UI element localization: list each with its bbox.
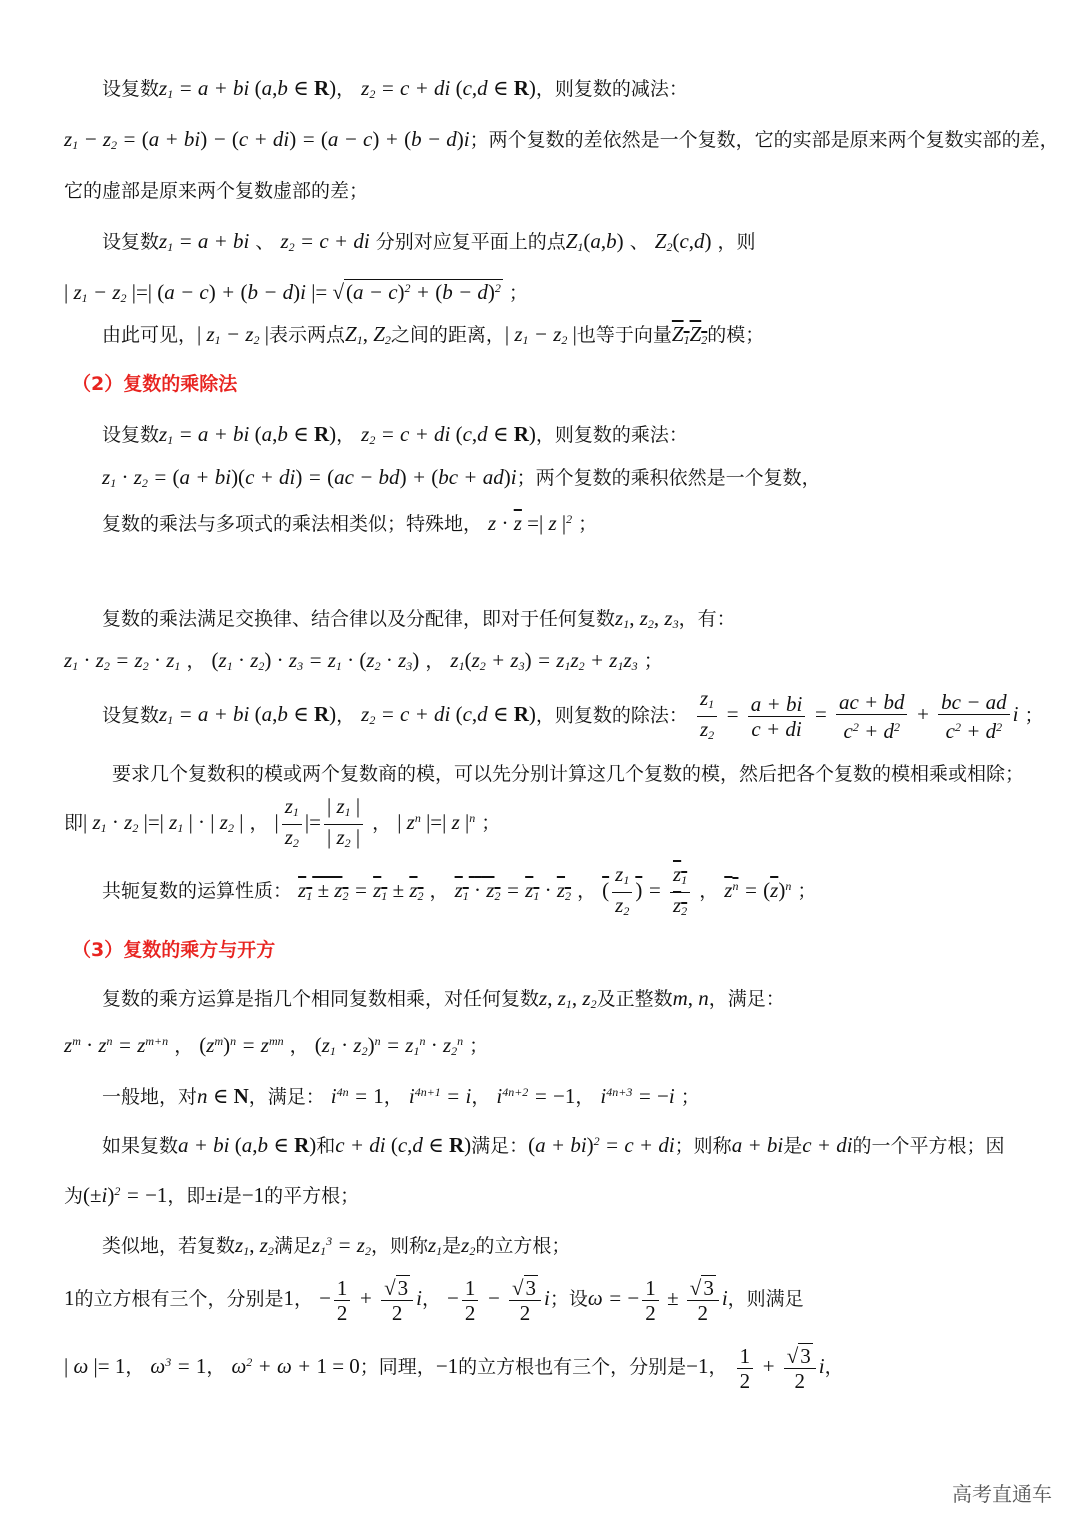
line-6: 由此可见，| $z_1 - z_2$ |表示两点$Z_1$, $Z_2$之间的距离，| $z_1 - z_2$ |也等于向量$Z_1Z_2$的模； xyxy=(102,322,765,347)
line-16: 复数的乘方运算是指几个相同复数相乘，对任何复数z, $z_1$, $z_2$及正整数m, n，满足： xyxy=(102,986,785,1011)
line-13: 要求几个复数积的模或两个复数商的模，可以先分别计算这几个复数的模，然后把各个复数的模相乘或相除； xyxy=(112,763,1025,785)
line-5: | $z_1 - z_2$ |=| (a − c) + (b − d)i |= $√(a - c)^2 + (b - d)^2$ ； xyxy=(64,280,528,305)
section-heading-3: （3）复数的乘方与开方 xyxy=(72,939,276,961)
line-12: 设复数$z_1 = a$ + bi (a,b ∈ R)， $z_2 = c$ + di (c,d ∈ R)，则复数的除法： $\frac{z_1}{z_2}$ = $\frac{a + bi}{c + di}$ = $\frac{ac + bd}{c^2 + d^2}$ + $\frac{bc - ad}{c^2 + d^2}$ i ； xyxy=(102,686,1044,743)
line-3: 它的虚部是原来两个复数虚部的差； xyxy=(64,180,369,202)
line-11: $z_1 \cdot z_2 = z_2 \cdot z_1$ ， $(z_1 \cdot z_2) \cdot z_3 = z_1 \cdot (z_2 \cdot z_3)$ ， $z_1(z_2 + z_3) = z_1z_2 + z_1z_3$ ； xyxy=(64,648,663,673)
line-8: $z_1 \cdot z_2 = (a + bi)(c + di) = (ac - bd) + (bc + ad)i$；两个复数的乘积依然是一个复数， xyxy=(102,465,821,490)
line-21: 类似地，若复数$z_1$, $z_2$满足$z_1^3 = z_2$，则称$z_1$是$z_2$的立方根； xyxy=(102,1233,571,1258)
line-14: 即| $z_1 \cdot z_2$ |=| $z_1$ | · | $z_2$ | ， | $\frac{z_1}{z_2}$ |= $\frac{| z_1 |}{| z_2 |}$ ， | $z^n$ |=| z $|^n$ ； xyxy=(64,793,501,850)
line-23: | ω |= 1， $\omega^3 = 1$， $\omega^2 + \omega + 1 = 0$；同理，−1的立方根也有三个，分别是−1， $\frac{1}{2}$ + $\frac{√3}{2}$ i， xyxy=(64,1343,844,1393)
line-19: 如果复数a + bi (a,b ∈ R)和c + di (c,d ∈ R)满足：(a + bi)$^2$ = c + di；则称a + bi是c + di的一个平方根；因 xyxy=(102,1133,1005,1157)
line-15: 共轭复数的运算性质： $z_1 \pm z_2 = z_1 \pm z_2$ ， $z_1 \cdot z_2 = z_1 \cdot z_2$ ， ( $\frac{z_1}{z_2}$ ) = $\frac{z_1}{z_2}$ ， $z^n = (\overline{z})^n$ ； xyxy=(102,861,817,918)
line-17: $z^m \cdot z^n = z^{m+n}$ ， $(z^m)^n = z^{mn}$ ， $(z_1 \cdot z_2)^n = z_1^n \cdot z_2^n$ ； xyxy=(64,1033,489,1058)
section-heading-2: （2）复数的乘除法 xyxy=(72,373,238,395)
line-4: 设复数$z_1 = a$ + bi 、 $z_2 = c$ + di 分别对应复平面上的点$Z_1(a,b)$ 、 $Z_2(c,d)$ ，则 xyxy=(102,229,756,254)
line-10: 复数的乘法满足交换律、结合律以及分配律，即对于任何复数$z_1$, $z_2$, $z_3$，有： xyxy=(102,606,736,631)
line-18: 一般地，对n ∈ N，满足： $i^{4n} = 1$， $i^{4n+1} = i$， $i^{4n+2} = -1$， $i^{4n+3} = -i$ ； xyxy=(102,1084,700,1108)
line-1: 设复数$z_1 = a$ + bi (a,b ∈ R)， $z_2 = c$ + di (c,d ∈ R)，则复数的减法： xyxy=(102,76,688,101)
line-20: 为$(\pm i)^2 = -1$，即±i是−1的平方根； xyxy=(64,1183,360,1207)
watermark-text: 高考直通车 xyxy=(952,1482,1052,1506)
line-7: 设复数$z_1 = a$ + bi (a,b ∈ R)， $z_2 = c$ + di (c,d ∈ R)，则复数的乘法： xyxy=(102,422,688,447)
line-9: 复数的乘法与多项式的乘法相类似；特殊地， $z \cdot \overline{z}$ =| z $|^2$ ； xyxy=(102,511,598,535)
line-2: $z_1 - z_2 = (a + bi) - (c + di) = (a - c) + (b - d)i$；两个复数的差依然是一个复数，它的实部是原来两个复数实部的差， xyxy=(64,127,1059,152)
line-22: 1的立方根有三个，分别是1， − $\frac{1}{2}$ + $\frac{√3}{2}$ i， − $\frac{1}{2}$ − $\frac{√3}{2}$ i；设ω = − $\frac{1}{2}$ ± $\frac{√3}{2}$ i，则满足 xyxy=(64,1275,804,1325)
